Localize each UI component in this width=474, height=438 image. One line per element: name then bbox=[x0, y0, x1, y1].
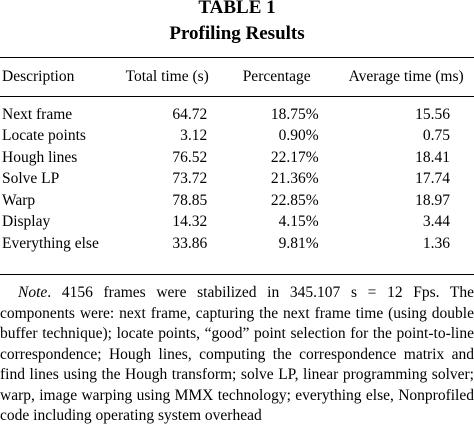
cell-percentage: 4.15% bbox=[278, 213, 319, 231]
table-header bbox=[0, 66, 474, 88]
cell-average-time: 17.74 bbox=[415, 170, 450, 188]
cell-description: Hough lines bbox=[2, 148, 78, 166]
table-row bbox=[0, 169, 474, 191]
cell-percentage: 21.36% bbox=[270, 170, 319, 188]
header-row bbox=[0, 66, 474, 88]
cell-description: Display bbox=[2, 213, 51, 231]
cell-description: Solve LP bbox=[2, 170, 60, 188]
note-text: . 4156 frames were stabilized in 345.107 s = 12 Fps. The components were: next frame, capturing the next frame time (using double buffer technique); locate points, “good” point selection for the point-to-line correspondence; Hough lines, computing the correspondence matrix and find lines using the Hough transform; solve LP, linear programming solver; warp, image warping using MMX technology; everything else, Nonprofiled code including operating system overhead bbox=[0, 284, 474, 424]
cell-total-time: 76.52 bbox=[172, 148, 208, 166]
table-row bbox=[0, 126, 474, 148]
cell-description: Next frame bbox=[2, 105, 73, 123]
cell-percentage: 22.85% bbox=[270, 191, 319, 209]
cell-total-time: 73.72 bbox=[172, 170, 208, 188]
table-row bbox=[0, 147, 474, 169]
table-row bbox=[0, 233, 474, 255]
cell-average-time: 1.36 bbox=[422, 234, 450, 252]
cell-description: Warp bbox=[2, 191, 36, 209]
table-label: TABLE 1 bbox=[198, 0, 276, 18]
cell-average-time: 15.56 bbox=[415, 105, 450, 123]
cell-total-time: 3.12 bbox=[180, 127, 208, 145]
header-rule bbox=[0, 96, 474, 97]
cell-average-time: 0.75 bbox=[422, 127, 450, 145]
cell-description: Everything else bbox=[2, 234, 99, 252]
table-row bbox=[0, 104, 474, 126]
note-lead: Note bbox=[18, 284, 48, 301]
cell-average-time: 18.41 bbox=[415, 148, 450, 166]
table-note bbox=[0, 283, 474, 427]
column-header-average-time: Average time (ms) bbox=[348, 68, 464, 85]
cell-total-time: 78.85 bbox=[172, 191, 208, 209]
table-row bbox=[0, 212, 474, 234]
cell-percentage: 18.75% bbox=[270, 105, 319, 123]
cell-percentage: 22.17% bbox=[270, 148, 319, 166]
cell-total-time: 33.86 bbox=[172, 234, 208, 252]
column-header-percentage: Percentage bbox=[242, 68, 311, 85]
column-header-total-time: Total time (s) bbox=[125, 68, 209, 85]
cell-total-time: 64.72 bbox=[172, 105, 208, 123]
bottom-rule bbox=[0, 274, 474, 275]
column-header-description: Description bbox=[2, 68, 75, 85]
cell-average-time: 3.44 bbox=[422, 213, 450, 231]
cell-total-time: 14.32 bbox=[172, 213, 208, 231]
cell-percentage: 0.90% bbox=[278, 127, 319, 145]
table-title: Profiling Results bbox=[169, 23, 305, 44]
cell-percentage: 9.81% bbox=[278, 234, 319, 252]
table-body bbox=[0, 104, 474, 255]
table-row bbox=[0, 190, 474, 212]
cell-average-time: 18.97 bbox=[415, 191, 450, 209]
top-rule bbox=[0, 57, 474, 58]
cell-description: Locate points bbox=[2, 127, 86, 145]
